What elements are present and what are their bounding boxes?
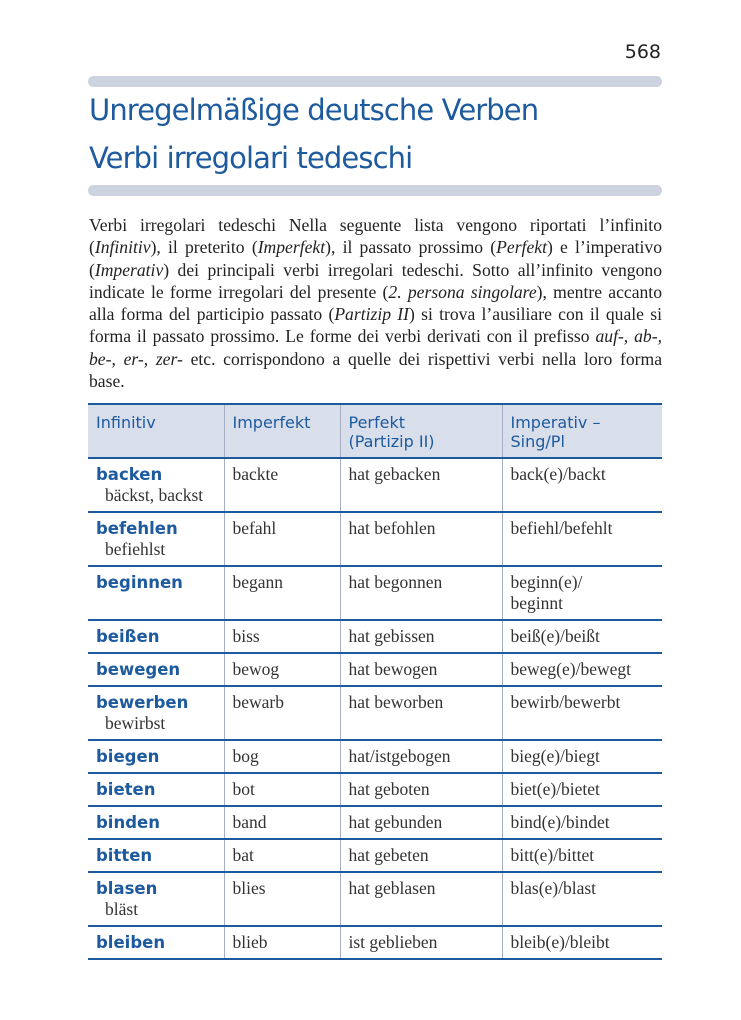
table-row: [88, 740, 662, 773]
intro-text: Verbi irregolari tedeschi Nella seguente lista vengono riportati l’infinito (: [89, 215, 662, 258]
intro-italic-term: Partizip II: [334, 304, 409, 325]
intro-text: ), mentre accanto alla forma del participio passato (: [89, 281, 662, 325]
cell-infinitiv: [88, 653, 224, 686]
cell-perfekt: hat/istgebogen: [340, 740, 502, 773]
cell-infinitiv: [88, 773, 224, 806]
cell-infinitiv: [88, 872, 224, 926]
verb-present-form: befiehlst: [105, 539, 166, 559]
table-row: [88, 566, 662, 620]
table-row: [88, 773, 662, 806]
cell-perfekt: hat begonnen: [340, 566, 502, 620]
cell-imperfekt: biss: [224, 620, 340, 653]
verb-infinitive: bewegen: [96, 660, 181, 679]
cell-infinitiv: [88, 620, 224, 653]
cell-imperativ: bind(e)/bindet: [502, 806, 662, 839]
cell-imperfekt: begann: [224, 566, 340, 620]
cell-imperativ: back(e)/backt: [502, 458, 662, 512]
cell-perfekt: ist geblieben: [340, 926, 502, 959]
verb-infinitive: beginnen: [96, 573, 183, 592]
intro-italic-term: 2. persona singolare: [388, 281, 537, 302]
cell-perfekt: hat gebacken: [340, 458, 502, 512]
table-row: [88, 458, 662, 512]
cell-infinitiv: [88, 740, 224, 773]
intro-text: ) si trova l’ausiliare con il quale si forma il passato prossimo. Le forme dei verbi derivati con il prefisso: [89, 304, 662, 347]
table-row: [88, 512, 662, 566]
cell-perfekt: hat gebeten: [340, 839, 502, 872]
cell-imperfekt: befahl: [224, 512, 340, 566]
cell-perfekt: hat geboten: [340, 773, 502, 806]
bottom-divider-bar: [88, 185, 662, 196]
intro-text: ) e l’imperativo (: [89, 237, 663, 280]
table-row: [88, 620, 662, 653]
verb-infinitive: befehlen: [96, 519, 178, 538]
top-divider-bar: [88, 76, 662, 87]
cell-perfekt: hat beworben: [340, 686, 502, 740]
cell-infinitiv: [88, 458, 224, 512]
header-perfekt: Perfekt (Partizip II): [340, 404, 502, 458]
table-row: [88, 686, 662, 740]
page-number: 568: [624, 41, 661, 63]
intro-italic-term: Perfekt: [496, 237, 547, 258]
page-title: Unregelmäßige deutsche Verben: [89, 93, 539, 127]
intro-text: ), il preterito (: [150, 237, 258, 258]
intro-text: etc. corrispondono a quelle dei rispettivi verbi nella loro forma base.: [89, 348, 663, 392]
header-imperfekt: Imperfekt: [224, 404, 340, 458]
cell-imperfekt: band: [224, 806, 340, 839]
intro-text: ), il passato prossimo (: [325, 237, 497, 258]
cell-infinitiv: [88, 926, 224, 959]
table-header-row: [88, 404, 662, 458]
cell-perfekt: hat gebunden: [340, 806, 502, 839]
intro-italic-term: Infinitiv: [94, 237, 151, 258]
verb-present-form: bläst: [105, 899, 139, 919]
verb-present-form: bäckst, backst: [105, 485, 204, 505]
intro-italic-term: Imperfekt: [257, 237, 326, 258]
table-row: [88, 653, 662, 686]
verb-infinitive: bleiben: [96, 933, 166, 952]
verb-infinitive: bewerben: [96, 693, 189, 712]
header-imperativ: Imperativ – Sing/Pl: [502, 404, 662, 458]
cell-imperfekt: bot: [224, 773, 340, 806]
cell-imperfekt: blies: [224, 872, 340, 926]
verb-infinitive: biegen: [96, 747, 160, 766]
cell-imperativ: bleib(e)/bleibt: [502, 926, 662, 959]
verb-infinitive: blasen: [96, 879, 158, 898]
cell-imperativ: beginn(e)/ beginnt: [502, 566, 662, 620]
page-subtitle: Verbi irregolari tedeschi: [89, 141, 413, 175]
cell-infinitiv: [88, 806, 224, 839]
intro-italic-term: auf-, ab-, be-, er-, zer-: [89, 326, 662, 369]
cell-perfekt: hat befohlen: [340, 512, 502, 566]
verb-infinitive: bieten: [96, 780, 156, 799]
cell-imperativ: bieg(e)/biegt: [502, 740, 662, 773]
verb-infinitive: bitten: [96, 846, 153, 865]
table-row: [88, 872, 662, 926]
table-row: [88, 839, 662, 872]
verb-infinitive: backen: [96, 465, 163, 484]
cell-imperfekt: bewog: [224, 653, 340, 686]
cell-perfekt: hat gebissen: [340, 620, 502, 653]
table-row: [88, 806, 662, 839]
irregular-verbs-table: [88, 403, 662, 960]
cell-imperativ: beiß(e)/beißt: [502, 620, 662, 653]
intro-paragraph: [89, 214, 662, 392]
header-infinitiv: Infinitiv: [96, 413, 156, 432]
verb-infinitive: binden: [96, 813, 160, 832]
cell-infinitiv: [88, 512, 224, 566]
cell-imperfekt: blieb: [224, 926, 340, 959]
verb-present-form: bewirbst: [105, 713, 166, 733]
cell-perfekt: hat bewogen: [340, 653, 502, 686]
cell-imperfekt: bog: [224, 740, 340, 773]
cell-imperativ: blas(e)/blast: [502, 872, 662, 926]
cell-imperativ: bewirb/bewerbt: [502, 686, 662, 740]
intro-italic-term: Imperativ: [94, 259, 164, 280]
cell-imperfekt: bat: [224, 839, 340, 872]
cell-infinitiv: [88, 566, 224, 620]
verb-infinitive: beißen: [96, 627, 160, 646]
cell-imperativ: biet(e)/bietet: [502, 773, 662, 806]
cell-imperfekt: bewarb: [224, 686, 340, 740]
cell-infinitiv: [88, 839, 224, 872]
cell-infinitiv: [88, 686, 224, 740]
cell-imperativ: bitt(e)/bittet: [502, 839, 662, 872]
cell-perfekt: hat geblasen: [340, 872, 502, 926]
intro-text: ) dei principali verbi irregolari tedeschi. Sotto all’infinito vengono indicate le forme irregolari del presente (: [89, 259, 662, 302]
cell-imperfekt: backte: [224, 458, 340, 512]
table-row: [88, 926, 662, 959]
cell-imperativ: befiehl/befehlt: [502, 512, 662, 566]
cell-imperativ: beweg(e)/bewegt: [502, 653, 662, 686]
